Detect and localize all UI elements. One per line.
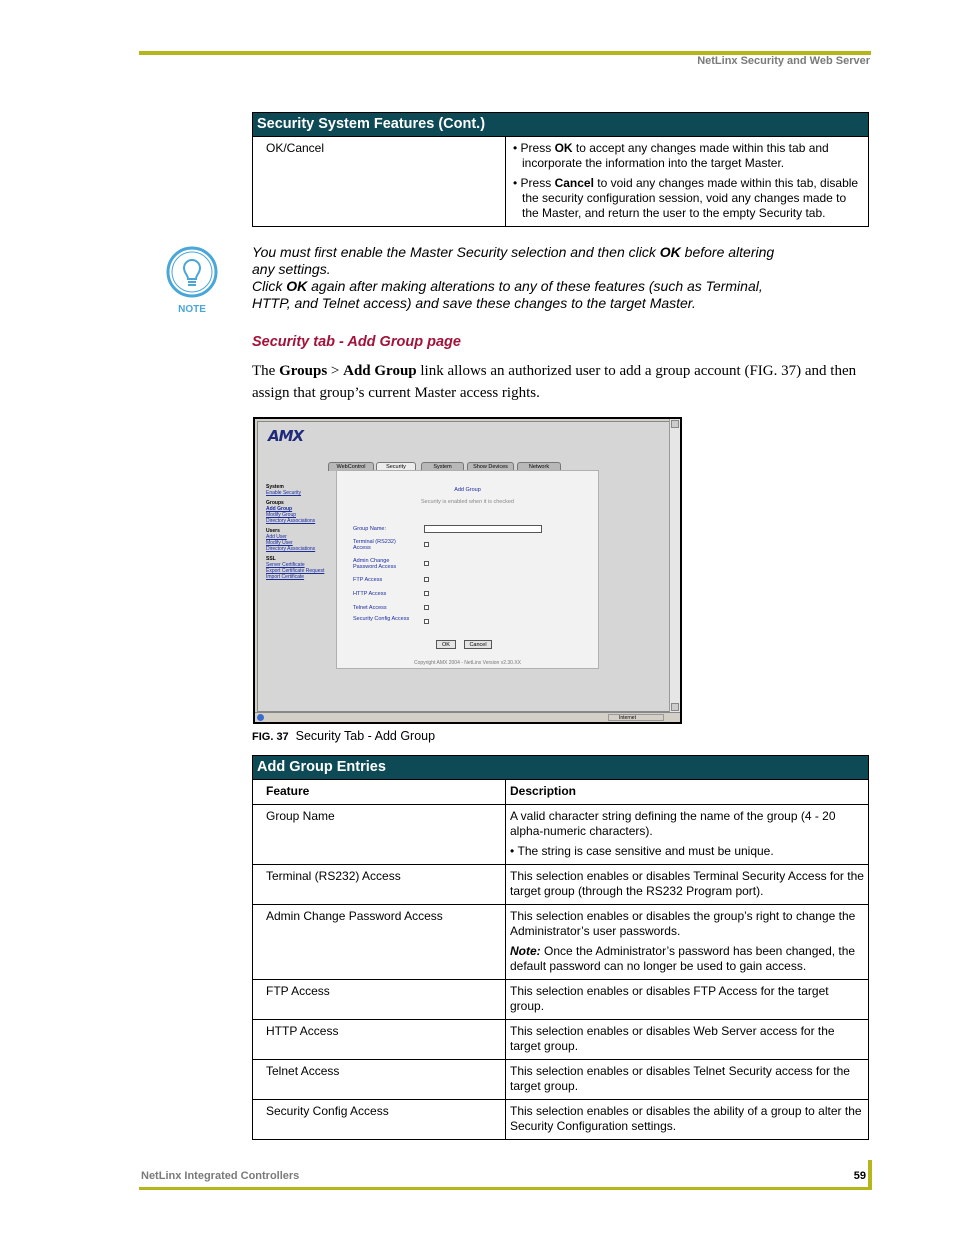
- note-text: [252, 244, 792, 312]
- add-group-entries-table: [252, 755, 869, 1140]
- nav-users-header: Users: [266, 528, 280, 534]
- amx-logo: AMX: [268, 427, 304, 445]
- nav-import-certificate[interactable]: Import Certificate: [266, 574, 305, 580]
- description-cell: This selection enables or disables the ability of a group to alter the Security Configuration settings.: [506, 1100, 869, 1140]
- table-row: [253, 137, 869, 227]
- cancel-button[interactable]: Cancel: [464, 640, 492, 649]
- bullet-cancel: • Press Cancel to void any changes made within this tab, disable the security configuration session, void any changes made to the Master, and return the user to the empty Security tab.: [513, 176, 859, 220]
- panel-subtitle: Security is enabled when it is checked: [421, 499, 514, 505]
- ftp-access-checkbox[interactable]: [424, 577, 429, 582]
- description-bullet: • The string is case sensitive and must be unique.: [510, 844, 774, 858]
- http-access-checkbox[interactable]: [424, 591, 429, 596]
- description-cell: This selection enables or disables Web Server access for the target group.: [506, 1020, 869, 1060]
- description-note: Note: Once the Administrator’s password has been changed, the default password can no longer be used to gain access.: [510, 944, 856, 973]
- footer-rule-vertical: [868, 1160, 872, 1190]
- admin-password-label: Admin Change Password Access: [353, 558, 397, 570]
- note-line-1: You must first enable the Master Security selection and then click OK before altering any settings.: [252, 244, 775, 277]
- status-bar: [255, 712, 680, 722]
- description-cell: This selection enables or disables FTP Access for the target group.: [506, 980, 869, 1020]
- feature-cell: FTP Access: [253, 980, 506, 1020]
- feature-cell: Admin Change Password Access: [253, 905, 506, 980]
- feature-cell: HTTP Access: [253, 1020, 506, 1060]
- security-config-checkbox[interactable]: [424, 619, 429, 624]
- panel-title: Add Group: [454, 487, 481, 493]
- section-heading: Security tab - Add Group page: [252, 334, 461, 350]
- group-name-label: Group Name:: [353, 526, 387, 532]
- nav-ssl-header: SSL: [266, 556, 276, 562]
- ie-icon: [257, 714, 264, 721]
- nav-add-group[interactable]: Add Group: [266, 506, 293, 512]
- footer-rule: [139, 1187, 871, 1190]
- ftp-access-label: FTP Access: [353, 577, 383, 583]
- left-nav: [266, 480, 332, 580]
- tab-show-devices[interactable]: Show Devices: [467, 462, 514, 471]
- bullet-ok: • Press OK to accept any changes made within this tab and incorporate the information into the target Master.: [513, 141, 829, 170]
- vertical-scrollbar[interactable]: [669, 419, 680, 712]
- description-cell: This selection enables or disables the group’s right to change the Administrator’s user passwords. Note: Once the Administrator’s password has been changed, the default password can no longer be used to gain access.: [506, 905, 869, 980]
- table-row: [253, 865, 869, 905]
- feature-cell: Security Config Access: [253, 1100, 506, 1140]
- column-header-description: Description: [506, 780, 869, 805]
- table-title: Security System Features (Cont.): [253, 113, 869, 137]
- add-group-panel: [336, 470, 599, 669]
- http-access-label: HTTP Access: [353, 591, 387, 597]
- description-cell: A valid character string defining the name of the group (4 - 20 alpha-numeric characters). • The string is case sensitive and must be unique.: [506, 805, 869, 865]
- table-title: Add Group Entries: [253, 756, 869, 780]
- page-number: 59: [853, 1170, 866, 1182]
- security-features-table: [252, 112, 869, 227]
- table-row: [253, 1060, 869, 1100]
- copyright-text: Copyright AMX 2004 - NetLinx Version v2.30.XX: [413, 660, 521, 666]
- nav-modify-group[interactable]: Modify Group: [266, 512, 297, 518]
- group-name-input[interactable]: [424, 525, 542, 533]
- nav-groups-header: Groups: [266, 500, 284, 506]
- ok-button[interactable]: OK: [436, 640, 456, 649]
- feature-cell: Telnet Access: [253, 1060, 506, 1100]
- terminal-access-label: Terminal (RS232) Access: [353, 539, 396, 551]
- note-lightbulb-icon: [164, 246, 220, 316]
- note-icon-label: NOTE: [178, 304, 206, 315]
- nav-user-directory[interactable]: Directory Associations: [266, 546, 316, 552]
- browser-content: [257, 421, 671, 712]
- status-zone: Internet: [608, 714, 664, 721]
- table-row: [253, 980, 869, 1020]
- feature-cell: OK/Cancel: [253, 137, 506, 227]
- add-group-screenshot: [253, 417, 682, 724]
- tab-system[interactable]: System: [421, 462, 464, 471]
- nav-modify-user[interactable]: Modify User: [266, 540, 293, 546]
- nav-enable-security[interactable]: Enable Security: [266, 490, 302, 496]
- body-paragraph: The Groups > Add Group link allows an authorized user to add a group account (FIG. 37) and then assign that group’s current Master access rights.: [252, 363, 857, 401]
- tab-webcontrol[interactable]: WebControl: [328, 462, 374, 471]
- nav-server-certificate[interactable]: Server Certificate: [266, 562, 305, 568]
- running-head: NetLinx Security and Web Server: [697, 55, 870, 67]
- description-cell: [506, 137, 869, 227]
- terminal-access-checkbox[interactable]: [424, 542, 429, 547]
- note-line-2: Click OK again after making alterations to any of these features (such as Terminal, HTTP, and Telnet access) and save these changes to the target Master.: [252, 278, 763, 311]
- feature-cell: Group Name: [253, 805, 506, 865]
- description-cell: This selection enables or disables Telnet Security access for the target group.: [506, 1060, 869, 1100]
- tab-network[interactable]: Network: [517, 462, 561, 471]
- column-header-feature: Feature: [253, 780, 506, 805]
- tab-security[interactable]: Security: [376, 462, 416, 471]
- feature-cell: Terminal (RS232) Access: [253, 865, 506, 905]
- admin-password-checkbox[interactable]: [424, 561, 429, 566]
- nav-system-header: System: [266, 484, 284, 490]
- description-cell: This selection enables or disables Terminal Security Access for the target group (through the RS232 Program port).: [506, 865, 869, 905]
- nav-group-directory[interactable]: Directory Associations: [266, 518, 316, 524]
- table-row: [253, 1020, 869, 1060]
- telnet-access-label: Telnet Access: [353, 605, 387, 611]
- table-row: [253, 1100, 869, 1140]
- figure-caption: FIG. 37 Security Tab - Add Group: [252, 729, 436, 743]
- scroll-down-icon[interactable]: [671, 703, 679, 711]
- telnet-access-checkbox[interactable]: [424, 605, 429, 610]
- footer-title: NetLinx Integrated Controllers: [141, 1170, 300, 1182]
- nav-add-user[interactable]: Add User: [266, 534, 287, 540]
- scroll-up-icon[interactable]: [671, 420, 679, 428]
- nav-export-certificate[interactable]: Export Certificate Request: [266, 568, 325, 574]
- table-row: [253, 905, 869, 980]
- table-row: [253, 805, 869, 865]
- security-config-label: Security Config Access: [353, 616, 410, 622]
